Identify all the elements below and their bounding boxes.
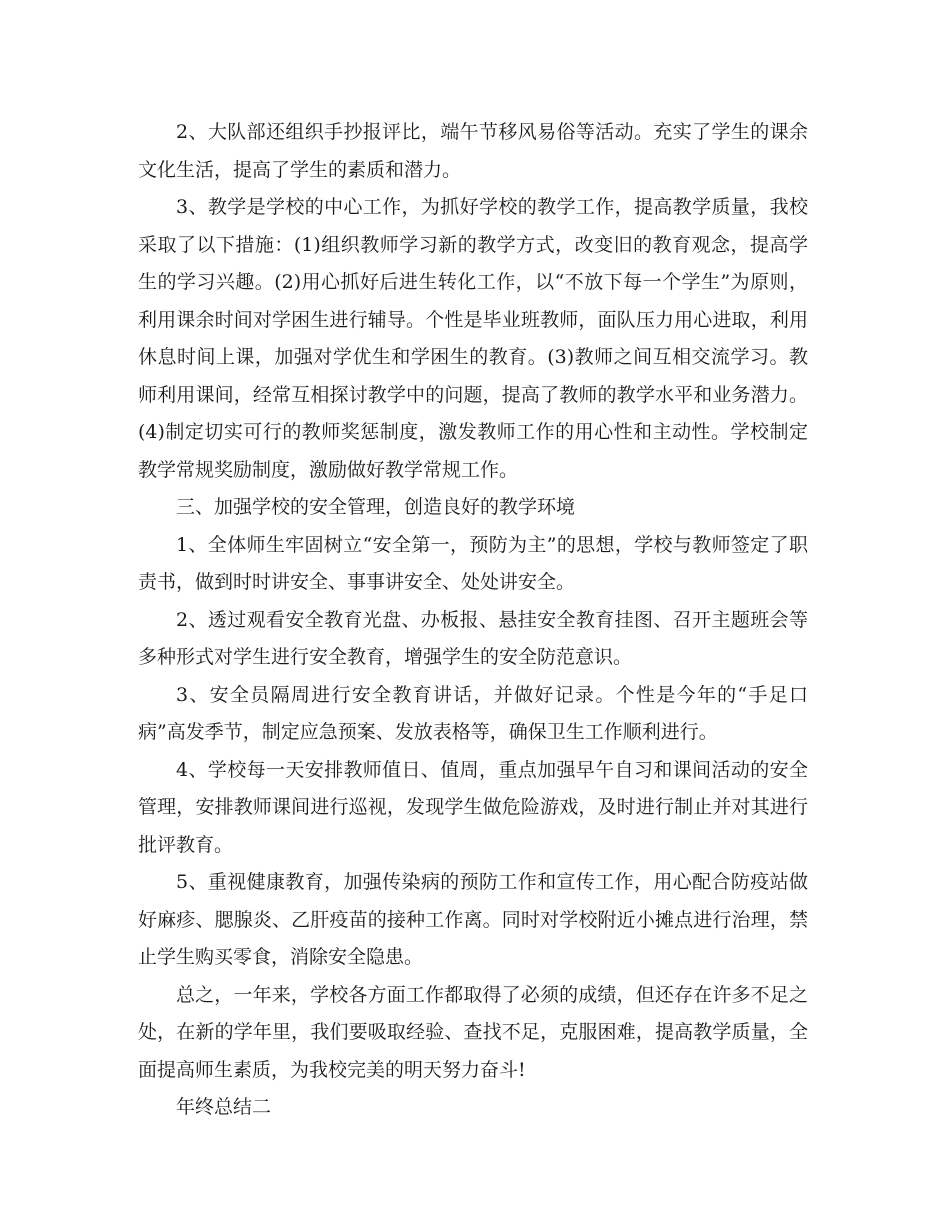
paragraph-safety-4: 4、学校每一天安排教师值日、值周，重点加强早午自习和课间活动的安全管理，安排教师课间进行巡视，发现学生做危险游戏，及时进行制止并对其进行批评教育。: [138, 758, 808, 856]
paragraph-safety-5: 5、重视健康教育，加强传染病的预防工作和宣传工作，用心配合防疫站做好麻疹、腮腺炎、乙肝疫苗的接种工作离。同时对学校附近小摊点进行治理，禁止学生购买零食，消除安全隐患。: [138, 871, 808, 968]
paragraph-conclusion: 总之，一年来，学校各方面工作都取得了必须的成绩，但还存在许多不足之处，在新的学年里，我们要吸取经验、查找不足，克服困难，提高教学质量，全面提高师生素质，为我校完美的明天努力奋斗!: [138, 983, 808, 1081]
paragraph-activities: 2、大队部还组织手抄报评比，端午节移风易俗等活动。充实了学生的课余文化生活，提高了学生的素质和潜力。: [138, 121, 808, 181]
next-section-title: 年终总结二: [176, 1096, 272, 1118]
document-body: [138, 114, 808, 1127]
paragraph-safety-2: 2、透过观看安全教育光盘、办板报、悬挂安全教育挂图、召开主题班会等多种形式对学生进行安全教育，增强学生的安全防范意识。: [138, 608, 808, 668]
paragraph-safety-3: 3、安全员隔周进行安全教育讲话，并做好记录。个性是今年的“手足口病”高发季节，制定应急预案、发放表格等，确保卫生工作顺利进行。: [138, 683, 808, 743]
section-heading-safety: 三、加强学校的安全管理，创造良好的教学环境: [176, 496, 576, 518]
paragraph-teaching-measures: 3、教学是学校的中心工作，为抓好学校的教学工作，提高教学质量，我校采取了以下措施：(1)组织教师学习新的教学方式，改变旧的教育观念，提高学生的学习兴趣。(2)用心抓好后进生转化工作，以“不放下每一个学生”为原则，利用课余时间对学困生进行辅导。个性是毕业班教师，面队压力用心进取，利用休息时间上课，加强对学优生和学困生的教育。(3)教师之间互相交流学习。教师利用课间，经常互相探讨教学中的问题，提高了教师的教学水平和业务潜力。(4)制定切实可行的教师奖惩制度，激发教师工作的用心性和主动性。学校制定教学常规奖励制度，激励做好教学常规工作。: [138, 196, 808, 481]
paragraph-safety-1: 1、全体师生牢固树立“安全第一，预防为主”的思想，学校与教师签定了职责书，做到时时讲安全、事事讲安全、处处讲安全。: [138, 533, 808, 593]
